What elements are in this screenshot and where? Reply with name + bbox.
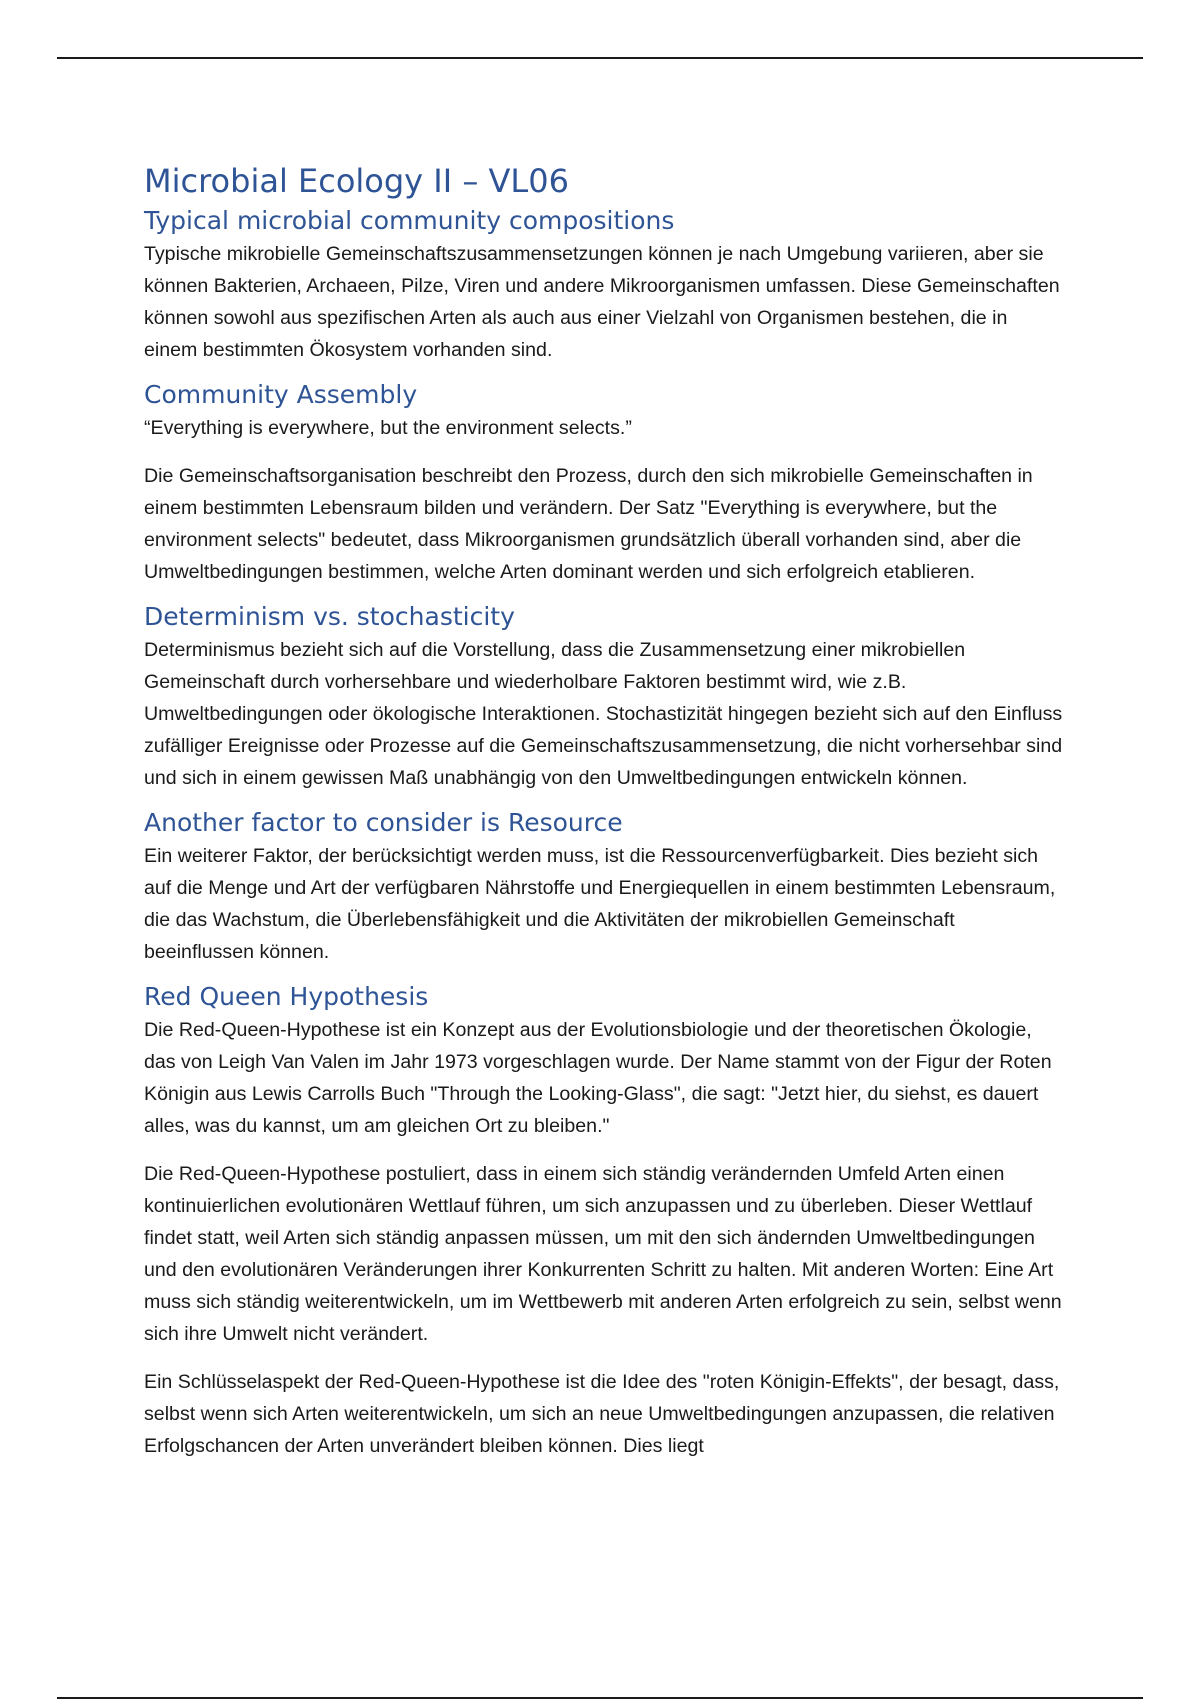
section-heading: Red Queen Hypothesis xyxy=(144,982,429,1011)
paragraph: Ein weiterer Faktor, der berücksichtigt werden muss, ist die Ressourcenverfügbarkeit. Dies bezieht sich auf die Menge und Art der verfügbaren Nährstoffe und Energiequellen in einem bestimmten Lebensraum, die das Wachstum, die Überlebensfähigkeit und die Aktivitäten der mikrobiellen Gemeinschaft beeinflussen können. xyxy=(144,845,1056,963)
paragraph: Die Red-Queen-Hypothese ist ein Konzept aus der Evolutionsbiologie und der theoretischen Ökologie, das von Leigh Van Valen im Jahr 1973 vorgeschlagen wurde. Der Name stammt von der Figur der Roten Königin aus Lewis Carrolls Buch "Through the Looking-Glass", die sagt: "Jetzt hier, du siehst, es dauert alles, was du kannst, um am gleichen Ort zu bleiben." xyxy=(144,1019,1052,1137)
section-determinism xyxy=(144,600,1064,794)
paragraph: Typische mikrobielle Gemeinschaftszusammensetzungen können je nach Umgebung variieren, aber sie können Bakterien, Archaeen, Pilze, Viren und andere Mikroorganismen umfassen. Diese Gemeinschaften können sowohl aus spezifischen Arten als auch aus einer Vielzahl von Organismen bestehen, die in einem bestimmten Ökosystem vorhanden sind. xyxy=(144,243,1060,361)
document-title: Microbial Ecology II – VL06 xyxy=(144,162,569,200)
section-heading: Another factor to consider is Resource xyxy=(144,808,623,837)
section-red-queen xyxy=(144,980,1064,1462)
section-heading: Community Assembly xyxy=(144,380,418,409)
quote-paragraph: “Everything is everywhere, but the environment selects.” xyxy=(144,417,632,439)
section-community-compositions xyxy=(144,204,1064,366)
footer-rule xyxy=(57,1697,1143,1699)
paragraph: Determinismus bezieht sich auf die Vorstellung, dass die Zusammensetzung einer mikrobiellen Gemeinschaft durch vorhersehbare und wiederholbare Faktoren bestimmt wird, wie z.B. Umweltbedingungen oder ökologische Interaktionen. Stochastizität hingegen bezieht sich auf den Einfluss zufälliger Ereignisse oder Prozesse auf die Gemeinschaftszusammensetzung, die nicht vorhersehbar sind und sich in einem gewissen Maß unabhängig von den Umweltbedingungen entwickeln können. xyxy=(144,639,1063,789)
paragraph: Die Gemeinschaftsorganisation beschreibt den Prozess, durch den sich mikrobielle Gemeinschaften in einem bestimmten Lebensraum bilden und verändern. Der Satz "Everything is everywhere, but the environment selects" bedeutet, dass Mikroorganismen grundsätzlich überall vorhanden sind, aber die Umweltbedingungen bestimmen, welche Arten dominant werden und sich erfolgreich etablieren. xyxy=(144,465,1033,583)
section-community-assembly xyxy=(144,378,1064,588)
header-rule xyxy=(57,57,1143,59)
section-heading: Typical microbial community compositions xyxy=(144,206,675,235)
paragraph: Ein Schlüsselaspekt der Red-Queen-Hypothese ist die Idee des "roten Königin-Effekts", der besagt, dass, selbst wenn sich Arten weiterentwickeln, um sich an neue Umweltbedingungen anzupassen, die relativen Erfolgschancen der Arten unverändert bleiben können. Dies liegt xyxy=(144,1371,1060,1457)
document-body xyxy=(144,160,1064,1462)
section-resource xyxy=(144,806,1064,968)
section-heading: Determinism vs. stochasticity xyxy=(144,602,515,631)
paragraph: Die Red-Queen-Hypothese postuliert, dass in einem sich ständig verändernden Umfeld Arten einen kontinuierlichen evolutionären Wettlauf führen, um sich anzupassen und zu überleben. Dieser Wettlauf findet statt, weil Arten sich ständig anpassen müssen, um mit den sich ändernden Umweltbedingungen und den evolutionären Veränderungen ihrer Konkurrenten Schritt zu halten. Mit anderen Worten: Eine Art muss sich ständig weiterentwickeln, um im Wettbewerb mit anderen Arten erfolgreich zu sein, selbst wenn sich ihre Umwelt nicht verändert. xyxy=(144,1163,1062,1345)
